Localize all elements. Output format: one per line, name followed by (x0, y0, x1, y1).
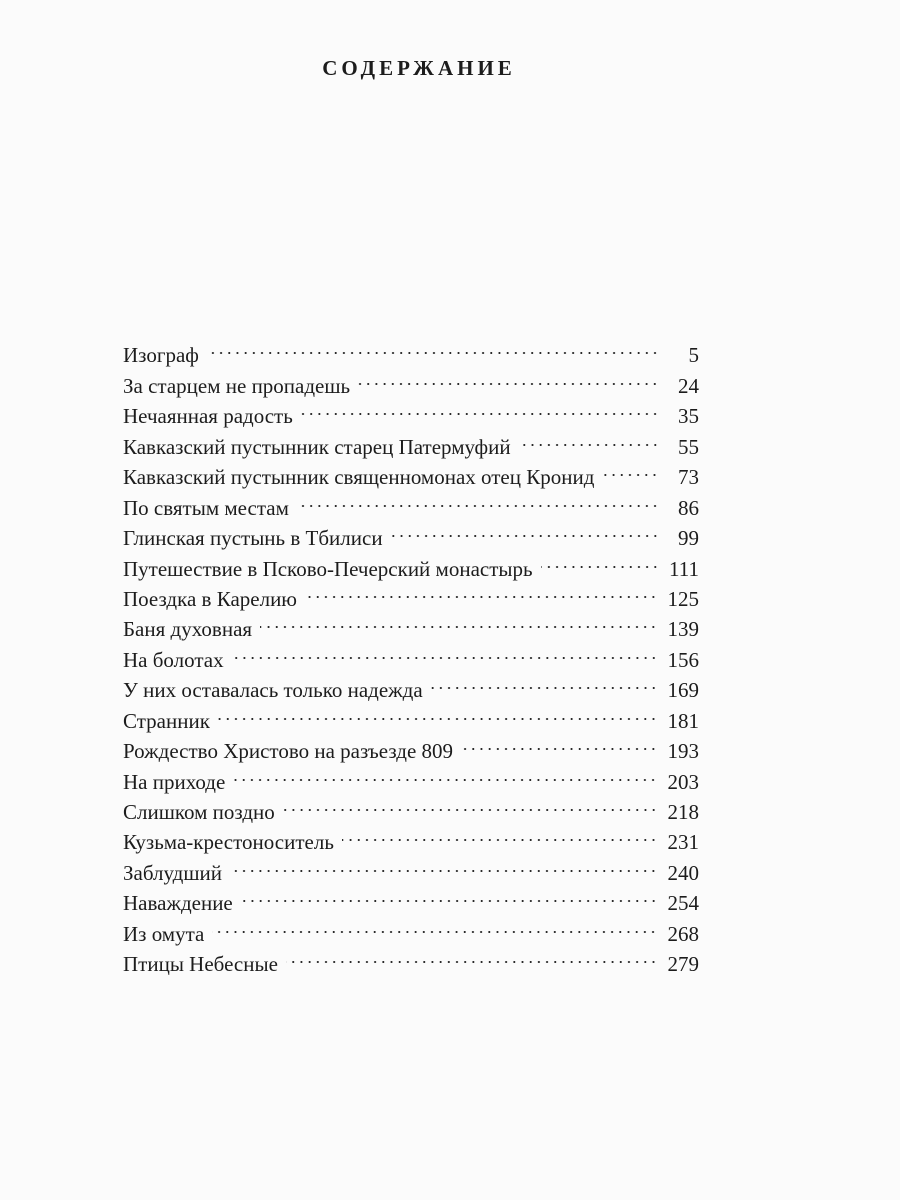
dot-leader (461, 728, 657, 758)
contents-heading: СОДЕРЖАНИЕ (322, 56, 516, 80)
dot-leader (519, 423, 659, 453)
toc-entry-page-number: 203 (667, 769, 699, 794)
dot-leader (305, 576, 658, 606)
toc-entry-page-number: 181 (667, 708, 699, 733)
toc-entry-page-number: 279 (667, 952, 699, 977)
dot-leader (230, 849, 658, 879)
toc-entry (123, 941, 699, 977)
toc-entry-title: Слишком поздно (123, 800, 275, 824)
toc-entry-title: Наваждение (123, 891, 233, 916)
toc-entry-title: Заблудший (123, 860, 222, 885)
dot-leader (207, 332, 659, 362)
toc-entry-page-number: 156 (667, 647, 699, 672)
toc-entry-page-number: 193 (667, 739, 699, 764)
dot-leader (241, 880, 658, 910)
toc-entry-page-number: 254 (667, 891, 699, 916)
toc-entry-title: На приходе (123, 769, 226, 794)
toc-entry-page-number: 86 (678, 495, 699, 520)
toc-entry-title: Нечаянная радость (123, 404, 293, 429)
toc-entry-title: Рождество Христово на разъезде 809 (123, 739, 454, 764)
dot-leader (218, 697, 658, 727)
toc-entry-title: Из омута (123, 921, 205, 946)
toc-entry-title: Баня духовная (123, 617, 253, 642)
dot-leader (602, 454, 659, 484)
toc-entry-page-number: 139 (667, 617, 699, 642)
dot-leader (301, 393, 659, 423)
toc-entry-page-number: 24 (678, 373, 699, 398)
toc-entry-title: У них оставалась только надежда (123, 678, 423, 703)
toc-entry-page-number: 268 (667, 921, 699, 946)
toc-entry-title: Кузьма-крестоноситель (123, 830, 334, 855)
toc-entry-page-number: 73 (678, 465, 699, 490)
toc-entry-page-number: 231 (667, 830, 699, 855)
toc-entry-page-number: 240 (667, 860, 699, 885)
dot-leader (541, 545, 659, 575)
dot-leader (342, 819, 658, 849)
dot-leader (297, 484, 659, 514)
toc-entry (123, 362, 699, 398)
toc-entry-title: Кавказский пустынник старец Патермуфий (123, 434, 511, 459)
toc-entry-page-number: 99 (678, 526, 699, 551)
dot-leader (391, 515, 659, 545)
toc-entry-page-number: 55 (678, 434, 699, 459)
toc-entry-title: На болотах (123, 647, 224, 672)
table-of-contents (123, 332, 699, 977)
dot-leader (232, 636, 658, 666)
toc-entry-page-number: 35 (678, 404, 699, 429)
toc-entry-page-number: 169 (667, 678, 699, 703)
dot-leader (212, 910, 657, 940)
toc-entry-title: Путешествие в Псково-Печерский монастырь (123, 556, 533, 581)
toc-entry-title: Изограф (123, 343, 199, 368)
toc-entry-title: Кавказский пустынник священномонах отец Кронид (123, 465, 595, 490)
dot-leader (286, 941, 658, 971)
toc-entry-title: Глинская пустынь в Тбилиси (123, 526, 383, 551)
toc-entry-page-number: 5 (688, 343, 699, 368)
dot-leader (358, 362, 659, 392)
toc-entry-page-number: 111 (669, 556, 699, 581)
dot-leader (283, 789, 658, 819)
dot-leader (431, 667, 658, 697)
toc-entry-title: Птицы Небесные (123, 952, 278, 977)
toc-entry-page-number: 125 (667, 586, 699, 611)
toc-entry-title: Поездка в Карелию (123, 586, 297, 611)
toc-entry-title: За старцем не пропадешь (123, 373, 351, 398)
toc-entry-title: По святым местам (123, 495, 289, 520)
toc-entry-title: Странник (123, 708, 210, 733)
dot-leader (233, 758, 657, 788)
toc-entry-page-number: 218 (667, 800, 699, 824)
dot-leader (260, 606, 657, 636)
toc-entry (123, 332, 699, 368)
